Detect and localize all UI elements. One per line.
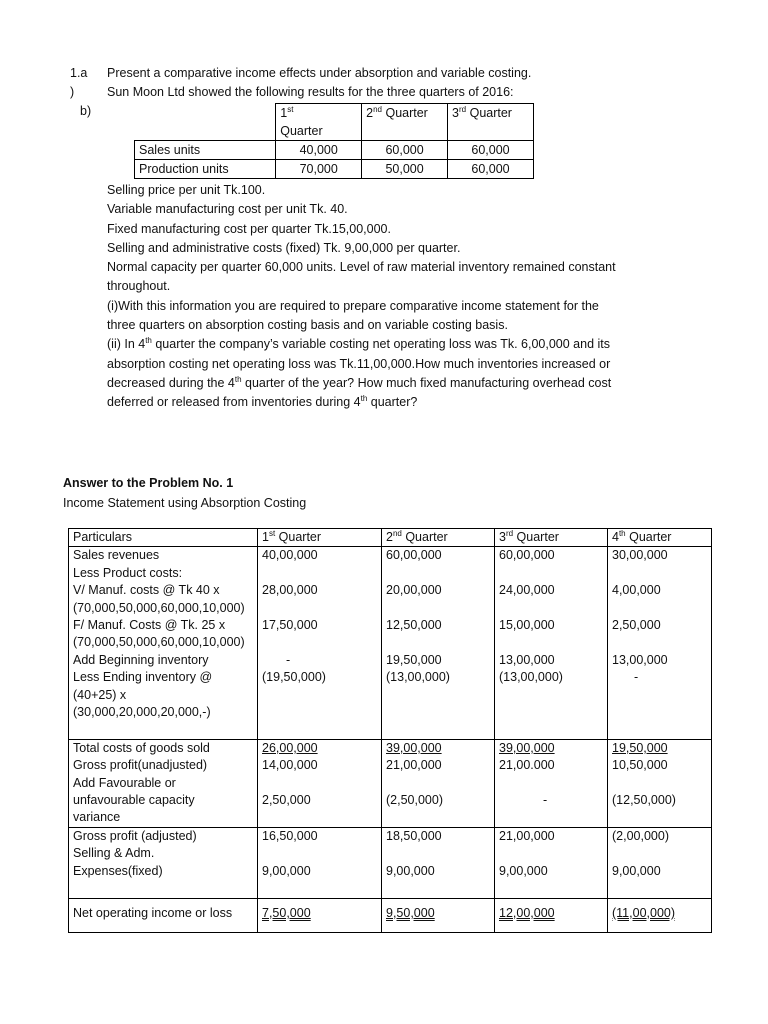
table-header-row [135,104,534,141]
question-line: absorption costing net operating loss was Tk.11,00,000.How much inventories increased or [107,356,611,371]
question-line: throughout. [107,279,171,294]
block2-q4: 19,50,000 10,50,000 (12,50,000) [608,739,712,827]
question-number-paren: ) [70,85,75,99]
header-q1: 1st Quarter [276,104,362,141]
block3-labels: Gross profit (adjusted) Selling & Adm. Expenses(fixed) [69,827,258,898]
block2-q1: 26,00,000 14,00,000 2,50,000 [258,739,382,827]
table-row [135,141,534,160]
header-q1: 1st Quarter [258,529,382,547]
table-cell: 40,000 [276,141,362,160]
question-line: Selling price per unit Tk.100. [107,183,266,197]
answer-heading: Answer to the Problem No. 1 [63,476,234,490]
net-income-q3: 12,00,000 [495,898,608,932]
answer-subheading: Income Statement using Absorption Costing [63,496,307,510]
header-q3: 3rd Quarter [448,104,534,141]
header-q2: 2nd Quarter [362,104,448,141]
row-label: Sales units [135,141,276,160]
block2-labels: Total costs of goods sold Gross profit(unadjusted) Add Favourable or unfavourable capacity variance [69,739,258,827]
net-income-q2: 9,50,000 [382,898,495,932]
table-header-row [69,529,712,547]
table-row [69,898,712,932]
table-row [135,160,534,179]
question-line: deferred or released from inventories during 4th quarter? [107,394,418,410]
block1-labels: Sales revenues Less Product costs: V/ Manuf. costs @ Tk 40 x (70,000,50,000,60,000,10,000) F/ Manuf. Costs @ Tk. 25 x (70,000,50,000,60,000,10,000) Add Beginning inventory Less Ending inventory @ (40+25) x (30,000,20,000,20,000,-) [69,547,258,739]
question-line: (ii) In 4th quarter the company’s variable costing net operating loss was Tk. 6,00,000 and its [107,336,611,352]
row-label: Production units [135,160,276,179]
question-line: Variable manufacturing cost per unit Tk. 40. [107,202,348,217]
net-income-label: Net operating income or loss [69,898,258,932]
block1-q1: 40,00,000 28,00,000 17,50,000 - (19,50,000) [258,547,382,739]
question-line: Normal capacity per quarter 60,000 units. Level of raw material inventory remained constant [107,260,616,275]
question-number-1a: 1.a [70,66,88,80]
table-cell: 60,000 [448,160,534,179]
header-q2: 2nd Quarter [382,529,495,547]
block2-q2: 39,00,000 21,00,000 (2,50,000) [382,739,495,827]
question-line: three quarters on absorption costing basis and on variable costing basis. [107,318,508,333]
block3-q3: 21,00,000 9,00,000 [495,827,608,898]
block1-q3: 60,00,000 24,00,000 15,00,000 13,00,000 (13,00,000) [495,547,608,739]
table-cell: 60,000 [448,141,534,160]
question-line-b: Sun Moon Ltd showed the following results for the three quarters of 2016: [107,85,514,99]
net-income-q1: 7,50,000 [258,898,382,932]
empty-corner-cell [135,104,276,141]
table-row [69,739,712,827]
table-row [69,827,712,898]
table-row [69,547,712,739]
block1-q2: 60,00,000 20,00,000 12,50,000 19,50,000 (13,00,000) [382,547,495,739]
block3-q4: (2,00,000) 9,00,000 [608,827,712,898]
header-q4: 4th Quarter [608,529,712,547]
table-cell: 70,000 [276,160,362,179]
question-line: Selling and administrative costs (fixed) Tk. 9,00,000 per quarter. [107,240,461,255]
question-line: decreased during the 4th quarter of the year? How much fixed manufacturing overhead cost [107,374,612,390]
question-line: (i)With this information you are required to prepare comparative income statement for the [107,298,599,313]
question-line-a: Present a comparative income effects under absorption and variable costing. [107,66,532,80]
block1-q4: 30,00,000 4,00,000 2,50,000 13,00,000 - [608,547,712,739]
table-cell: 50,000 [362,160,448,179]
header-particulars: Particulars [69,529,258,547]
block3-q1: 16,50,000 9,00,000 [258,827,382,898]
block2-q3: 39,00,000 21,00.000 - [495,739,608,827]
question-body [107,181,687,413]
question-line: Fixed manufacturing cost per quarter Tk.15,00,000. [107,221,391,236]
net-income-q4: (11,00,000) [608,898,712,932]
header-q3: 3rd Quarter [495,529,608,547]
absorption-costing-table [68,528,712,933]
question-number-b: b) [80,104,92,118]
table-cell: 60,000 [362,141,448,160]
block3-q2: 18,50,000 9,00,000 [382,827,495,898]
quarter-results-table [134,103,534,179]
